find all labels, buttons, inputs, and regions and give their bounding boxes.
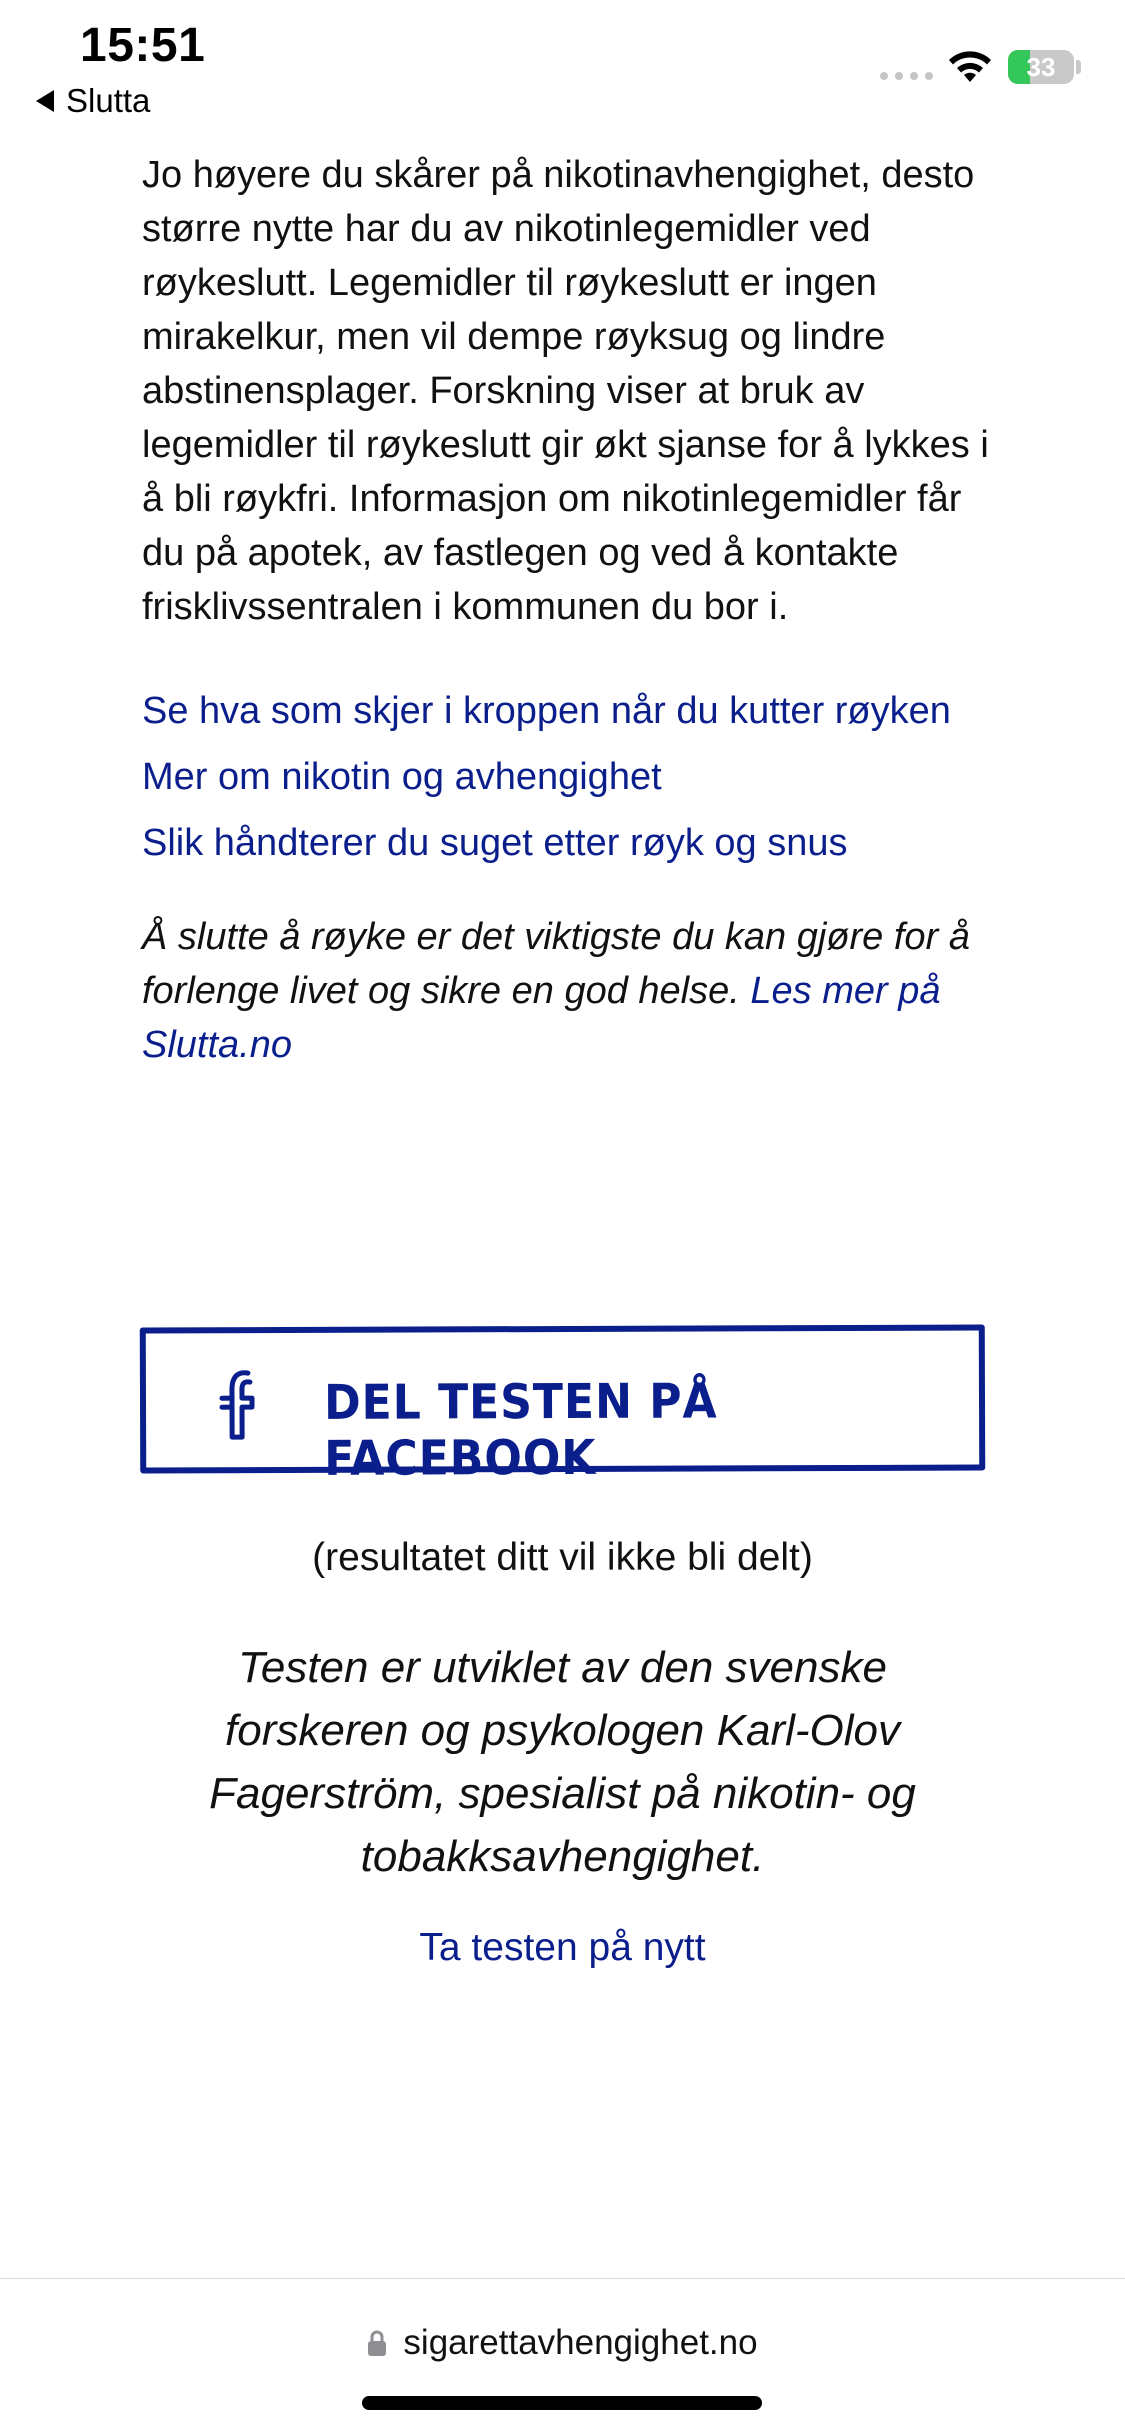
- url-display[interactable]: [0, 2323, 1125, 2363]
- related-links: [142, 684, 992, 870]
- share-note: (resultatet ditt vil ikke bli delt): [312, 1536, 813, 1579]
- link-body-effects[interactable]: Se hva som skjer i kroppen når du kutter røyken: [142, 690, 951, 732]
- wifi-icon: [946, 46, 994, 86]
- browser-url-bar[interactable]: [0, 2278, 1125, 2436]
- intro-paragraph: Jo høyere du skårer på nikotinavhengighet, desto større nytte har du av nikotinlegemidler ved røykeslutt. Legemidler til røykeslutt er ingen mirakelkur, men vil dempe røyksug og lindre abstinensplager. Forskning viser at bruk av legemidler til røykeslutt gir økt sjanse for å lykkes i å bli røykfri. Informasjon om nikotinlegemidler får du på apotek, av fastlegen og ved å kontakte frisklivssentralen i kommunen du bor i.: [142, 154, 989, 628]
- status-bar: [0, 0, 1125, 140]
- share-button-label: DEL TESTEN PÅ FACEBOOK: [323, 1373, 718, 1487]
- slutta-link[interactable]: Les mer på Slutta.no: [142, 970, 941, 1066]
- retake-test-link[interactable]: Ta testen på nytt: [419, 1926, 706, 1969]
- lock-icon: [367, 2329, 387, 2357]
- back-label: Slutta: [66, 82, 151, 119]
- back-to-app-button[interactable]: [36, 82, 150, 120]
- link-nicotine-addiction[interactable]: Mer om nikotin og avhengighet: [142, 756, 662, 798]
- quit-note-text: Å slutte å røyke er det viktigste du kan gjøre for å forlenge livet og sikre en god helse.: [142, 916, 970, 1012]
- url-text: sigarettavhengighet.no: [403, 2323, 758, 2362]
- facebook-icon: [212, 1367, 264, 1443]
- status-time: 15:51: [80, 19, 206, 72]
- quit-note: [142, 910, 992, 1072]
- home-indicator[interactable]: [362, 2396, 762, 2410]
- link-handle-cravings[interactable]: Slik håndterer du suget etter røyk og snus: [142, 822, 848, 864]
- main-content: [142, 148, 992, 1072]
- battery-icon: [1008, 50, 1074, 84]
- cellular-signal-icon: [880, 72, 933, 80]
- battery-percent: 33: [1026, 52, 1056, 82]
- battery-nub: [1076, 60, 1081, 74]
- back-arrow-icon: [36, 90, 54, 112]
- share-facebook-button[interactable]: [140, 1325, 986, 1487]
- credit-text: Testen er utviklet av den svenske forskeren og psykologen Karl-Olov Fagerström, spesialist på nikotin- og tobakksavhengighet.: [209, 1643, 916, 1881]
